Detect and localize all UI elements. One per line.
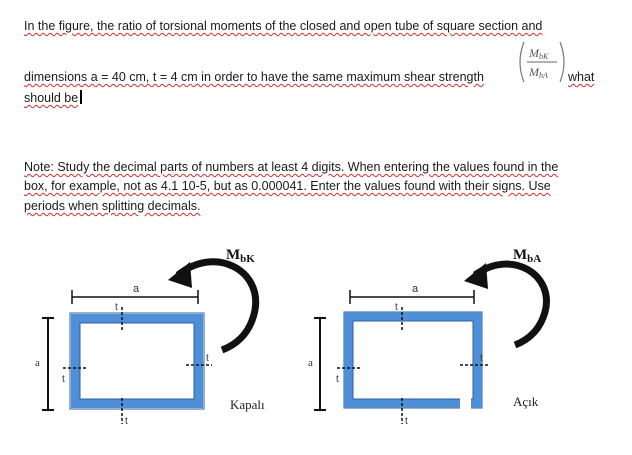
t-top-left: t	[115, 302, 118, 313]
dim-a-top-left: a	[133, 283, 140, 295]
moment-label-right: M	[513, 247, 528, 263]
note-line-3: periods when splitting decimals.	[24, 199, 201, 213]
fraction-numerator: M	[529, 46, 539, 60]
dim-a-side-right: a	[308, 357, 313, 369]
t-left-right: t	[336, 374, 339, 385]
t-bottom-left: t	[125, 416, 128, 427]
question-line-3-text: should be	[24, 91, 79, 105]
question-line-2: dimensions a = 40 cm, t = 4 cm in order to have the same maximum shear strength	[24, 70, 484, 84]
question-line-1: In the figure, the ratio of torsional moments of the closed and open tube of square section and	[24, 19, 543, 33]
t-bottom-right: t	[405, 416, 408, 427]
svg-text:MbA	[513, 247, 541, 265]
t-right-left: t	[206, 353, 209, 364]
caption-closed: Kapalı	[230, 397, 265, 412]
note-line-1: Note: Study the decimal parts of numbers at least 4 digits. When entering the values found in the	[24, 160, 559, 174]
t-left-left: t	[62, 374, 65, 385]
t-top-right: t	[395, 302, 398, 313]
fraction-numerator-sub: bK	[539, 52, 549, 61]
moment-sub-left: bK	[240, 253, 255, 265]
dim-a-top-right: a	[412, 283, 419, 295]
moment-label-left: M	[226, 247, 241, 263]
open-tube-figure	[308, 247, 546, 427]
fraction-denominator-sub: bA	[539, 71, 548, 80]
t-right-right: t	[480, 353, 483, 364]
dim-a-side-left: a	[35, 357, 40, 369]
caption-open: Açık	[513, 394, 539, 409]
note-line-2: box, for example, not as 4.1 10-5, but as 0.000041. Enter the values found with their signs. Use	[24, 179, 551, 193]
question-line-2-end: what	[568, 70, 595, 84]
closed-tube-figure	[35, 247, 265, 427]
moment-sub-right: bA	[527, 253, 542, 265]
open-tube-slit	[460, 398, 471, 410]
svg-text:MbK	[226, 247, 255, 265]
fraction-denominator: M	[529, 65, 539, 79]
